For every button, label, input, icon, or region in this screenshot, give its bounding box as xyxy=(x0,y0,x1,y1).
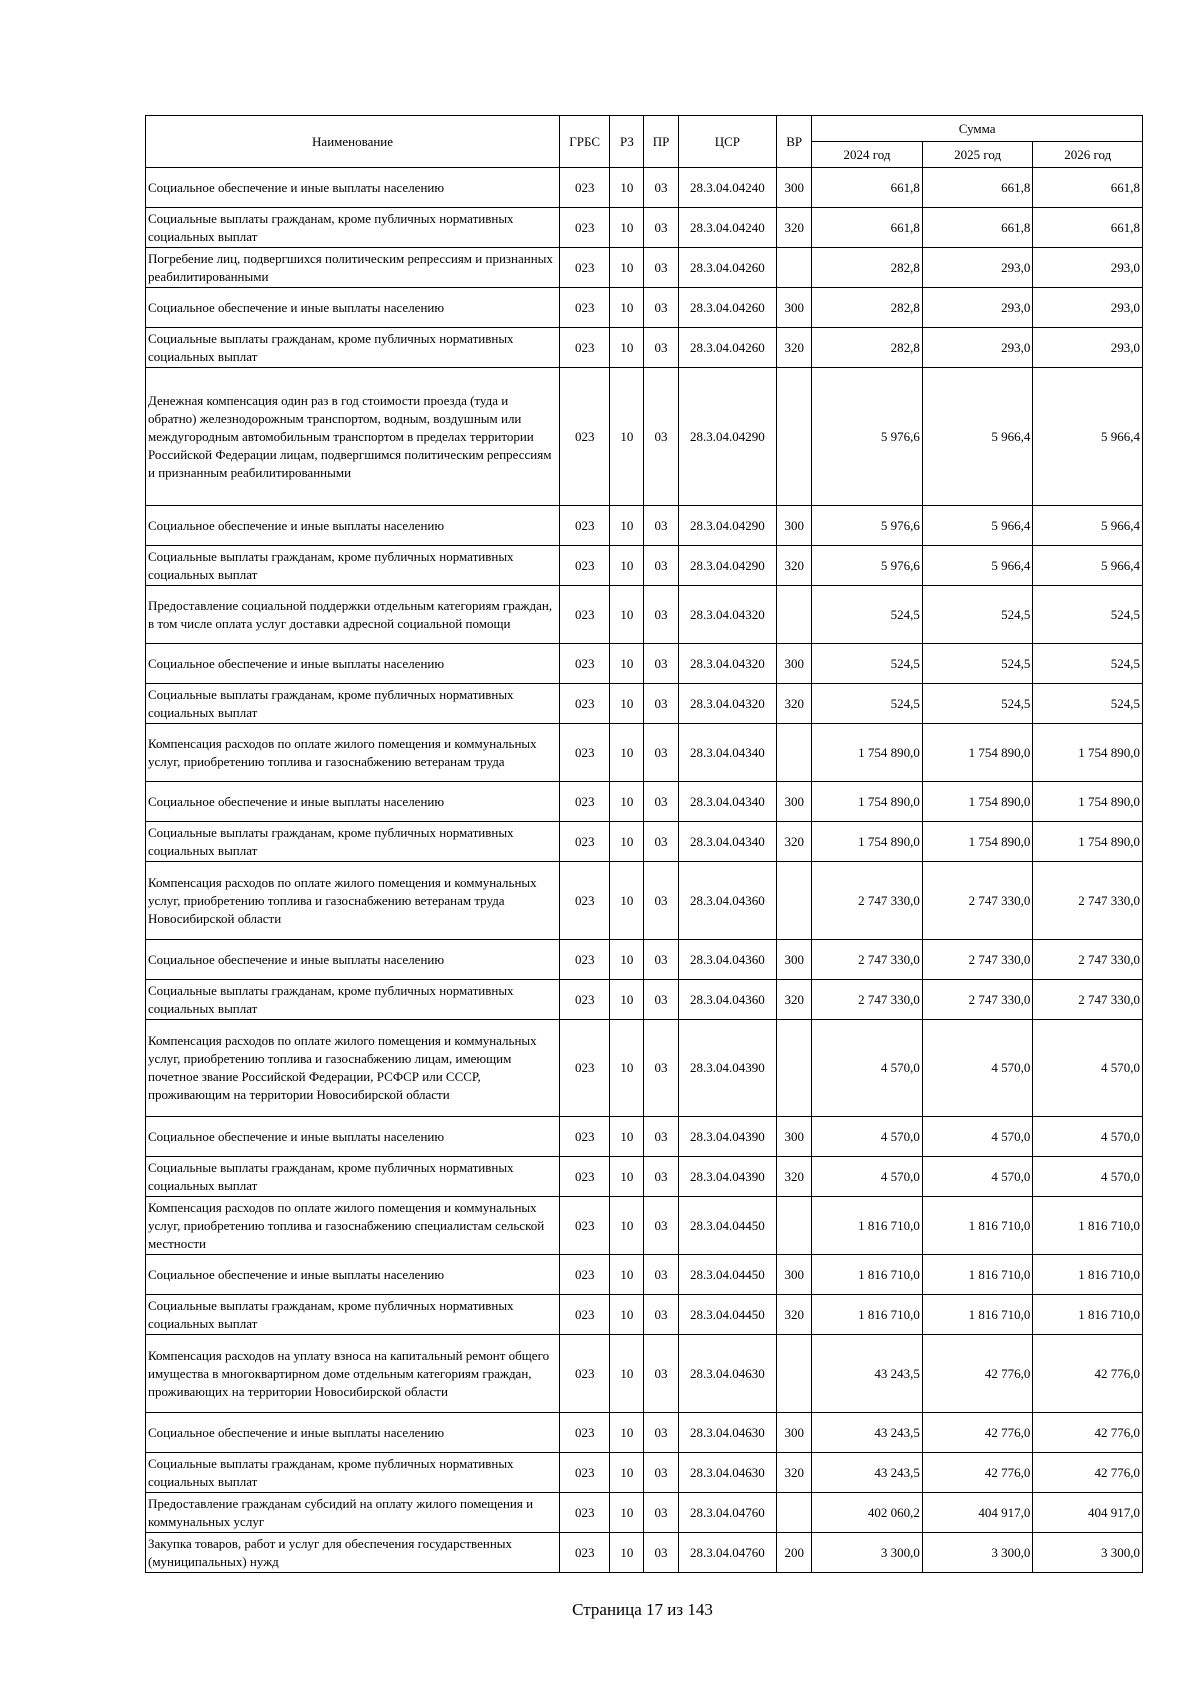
row-name: Предоставление гражданам субсидий на оплату жилого помещения и коммунальных услуг xyxy=(146,1493,560,1533)
row-rz: 10 xyxy=(610,822,644,862)
row-csr: 28.3.04.04390 xyxy=(678,1157,776,1197)
row-vr: 300 xyxy=(777,940,812,980)
table-row xyxy=(146,168,1143,208)
table-row xyxy=(146,1295,1143,1335)
row-amount-2026: 2 747 330,0 xyxy=(1033,862,1143,940)
row-amount-2026: 4 570,0 xyxy=(1033,1157,1143,1197)
table-row xyxy=(146,506,1143,546)
row-amount-2026: 1 754 890,0 xyxy=(1033,822,1143,862)
row-amount-2025: 1 754 890,0 xyxy=(922,822,1033,862)
header-year-2025: 2025 год xyxy=(922,142,1033,168)
table-row xyxy=(146,586,1143,644)
row-csr: 28.3.04.04630 xyxy=(678,1413,776,1453)
row-rz: 10 xyxy=(610,1453,644,1493)
row-pr: 03 xyxy=(644,1413,678,1453)
row-grbs: 023 xyxy=(560,368,610,506)
row-amount-2025: 293,0 xyxy=(922,288,1033,328)
row-vr xyxy=(777,724,812,782)
row-vr: 300 xyxy=(777,782,812,822)
row-grbs: 023 xyxy=(560,684,610,724)
row-name: Компенсация расходов по оплате жилого помещения и коммунальных услуг, приобретению топлива и газоснабжению ветеранам труда Новосибирской области xyxy=(146,862,560,940)
row-vr: 320 xyxy=(777,1295,812,1335)
row-amount-2024: 661,8 xyxy=(812,208,923,248)
row-rz: 10 xyxy=(610,248,644,288)
table-row xyxy=(146,940,1143,980)
row-amount-2026: 524,5 xyxy=(1033,586,1143,644)
table-row xyxy=(146,1197,1143,1255)
row-rz: 10 xyxy=(610,368,644,506)
row-grbs: 023 xyxy=(560,822,610,862)
row-amount-2026: 5 966,4 xyxy=(1033,546,1143,586)
row-csr: 28.3.04.04340 xyxy=(678,724,776,782)
row-pr: 03 xyxy=(644,288,678,328)
row-pr: 03 xyxy=(644,782,678,822)
row-vr: 300 xyxy=(777,1413,812,1453)
row-amount-2024: 1 754 890,0 xyxy=(812,724,923,782)
row-amount-2025: 2 747 330,0 xyxy=(922,980,1033,1020)
row-pr: 03 xyxy=(644,862,678,940)
row-name: Социальные выплаты гражданам, кроме публичных нормативных социальных выплат xyxy=(146,546,560,586)
row-amount-2024: 5 976,6 xyxy=(812,506,923,546)
row-amount-2026: 2 747 330,0 xyxy=(1033,940,1143,980)
row-amount-2025: 42 776,0 xyxy=(922,1413,1033,1453)
table-row xyxy=(146,644,1143,684)
row-rz: 10 xyxy=(610,1157,644,1197)
row-amount-2024: 402 060,2 xyxy=(812,1493,923,1533)
row-grbs: 023 xyxy=(560,1295,610,1335)
row-amount-2026: 1 754 890,0 xyxy=(1033,782,1143,822)
table-row xyxy=(146,1453,1143,1493)
row-name: Компенсация расходов по оплате жилого помещения и коммунальных услуг, приобретению топлива и газоснабжению лицам, имеющим почетное звание Российской Федерации, РСФСР или СССР, проживающим на территории Новосибирской области xyxy=(146,1020,560,1117)
row-csr: 28.3.04.04240 xyxy=(678,168,776,208)
row-pr: 03 xyxy=(644,1295,678,1335)
row-name: Социальное обеспечение и иные выплаты населению xyxy=(146,1413,560,1453)
row-name: Социальное обеспечение и иные выплаты населению xyxy=(146,1255,560,1295)
row-amount-2026: 5 966,4 xyxy=(1033,368,1143,506)
row-amount-2025: 4 570,0 xyxy=(922,1157,1033,1197)
header-sum: Сумма xyxy=(812,116,1143,142)
row-grbs: 023 xyxy=(560,168,610,208)
row-pr: 03 xyxy=(644,684,678,724)
row-csr: 28.3.04.04340 xyxy=(678,822,776,862)
row-grbs: 023 xyxy=(560,782,610,822)
row-vr xyxy=(777,586,812,644)
row-rz: 10 xyxy=(610,1117,644,1157)
row-amount-2024: 43 243,5 xyxy=(812,1413,923,1453)
row-name: Социальное обеспечение и иные выплаты населению xyxy=(146,288,560,328)
row-vr: 300 xyxy=(777,644,812,684)
row-amount-2025: 5 966,4 xyxy=(922,546,1033,586)
table-row xyxy=(146,1493,1143,1533)
row-rz: 10 xyxy=(610,1413,644,1453)
row-amount-2026: 1 754 890,0 xyxy=(1033,724,1143,782)
row-pr: 03 xyxy=(644,980,678,1020)
row-csr: 28.3.04.04320 xyxy=(678,644,776,684)
row-vr: 320 xyxy=(777,980,812,1020)
row-csr: 28.3.04.04290 xyxy=(678,368,776,506)
table-row xyxy=(146,822,1143,862)
row-pr: 03 xyxy=(644,328,678,368)
row-amount-2025: 42 776,0 xyxy=(922,1453,1033,1493)
row-csr: 28.3.04.04360 xyxy=(678,862,776,940)
row-pr: 03 xyxy=(644,208,678,248)
row-pr: 03 xyxy=(644,546,678,586)
row-csr: 28.3.04.04630 xyxy=(678,1453,776,1493)
row-amount-2024: 4 570,0 xyxy=(812,1157,923,1197)
row-csr: 28.3.04.04450 xyxy=(678,1197,776,1255)
row-amount-2024: 5 976,6 xyxy=(812,546,923,586)
row-vr: 320 xyxy=(777,546,812,586)
row-amount-2026: 3 300,0 xyxy=(1033,1533,1143,1573)
row-amount-2026: 1 816 710,0 xyxy=(1033,1197,1143,1255)
table-row xyxy=(146,1157,1143,1197)
row-csr: 28.3.04.04260 xyxy=(678,288,776,328)
row-rz: 10 xyxy=(610,1493,644,1533)
row-grbs: 023 xyxy=(560,208,610,248)
row-name: Компенсация расходов по оплате жилого помещения и коммунальных услуг, приобретению топлива и газоснабжению специалистам сельской местности xyxy=(146,1197,560,1255)
row-amount-2024: 1 754 890,0 xyxy=(812,822,923,862)
row-grbs: 023 xyxy=(560,644,610,684)
row-amount-2024: 1 816 710,0 xyxy=(812,1255,923,1295)
row-name: Социальные выплаты гражданам, кроме публичных нормативных социальных выплат xyxy=(146,208,560,248)
row-rz: 10 xyxy=(610,1335,644,1413)
row-csr: 28.3.04.04320 xyxy=(678,586,776,644)
row-pr: 03 xyxy=(644,506,678,546)
row-amount-2025: 524,5 xyxy=(922,586,1033,644)
row-amount-2025: 404 917,0 xyxy=(922,1493,1033,1533)
row-amount-2026: 524,5 xyxy=(1033,684,1143,724)
table-row xyxy=(146,368,1143,506)
row-vr xyxy=(777,1335,812,1413)
row-amount-2024: 3 300,0 xyxy=(812,1533,923,1573)
row-csr: 28.3.04.04240 xyxy=(678,208,776,248)
header-year-2026: 2026 год xyxy=(1033,142,1143,168)
table-row xyxy=(146,1020,1143,1117)
row-vr: 300 xyxy=(777,168,812,208)
header-grbs: ГРБС xyxy=(560,116,610,168)
row-pr: 03 xyxy=(644,940,678,980)
row-grbs: 023 xyxy=(560,1255,610,1295)
row-amount-2024: 282,8 xyxy=(812,248,923,288)
row-rz: 10 xyxy=(610,724,644,782)
row-name: Денежная компенсация один раз в год стоимости проезда (туда и обратно) железнодорожным транспортом, водным, воздушным или междугородным автомобильным транспортом в пределах территории Российской Федерации лицам, подвергшимся политическим репрессиям и признанным реабилитированными xyxy=(146,368,560,506)
table-row xyxy=(146,862,1143,940)
row-csr: 28.3.04.04320 xyxy=(678,684,776,724)
table-row xyxy=(146,980,1143,1020)
row-grbs: 023 xyxy=(560,1453,610,1493)
row-amount-2025: 2 747 330,0 xyxy=(922,940,1033,980)
row-csr: 28.3.04.04290 xyxy=(678,506,776,546)
row-amount-2024: 282,8 xyxy=(812,288,923,328)
row-amount-2025: 1 754 890,0 xyxy=(922,782,1033,822)
row-rz: 10 xyxy=(610,980,644,1020)
row-amount-2024: 524,5 xyxy=(812,684,923,724)
row-amount-2025: 4 570,0 xyxy=(922,1020,1033,1117)
row-vr: 320 xyxy=(777,684,812,724)
row-rz: 10 xyxy=(610,1020,644,1117)
table-row xyxy=(146,546,1143,586)
row-amount-2026: 2 747 330,0 xyxy=(1033,980,1143,1020)
row-grbs: 023 xyxy=(560,328,610,368)
row-pr: 03 xyxy=(644,1453,678,1493)
row-csr: 28.3.04.04260 xyxy=(678,328,776,368)
row-vr: 300 xyxy=(777,1255,812,1295)
row-vr: 320 xyxy=(777,1453,812,1493)
budget-table xyxy=(145,115,1143,1573)
row-amount-2024: 1 816 710,0 xyxy=(812,1295,923,1335)
row-grbs: 023 xyxy=(560,1533,610,1573)
row-name: Социальные выплаты гражданам, кроме публичных нормативных социальных выплат xyxy=(146,328,560,368)
row-csr: 28.3.04.04390 xyxy=(678,1020,776,1117)
row-grbs: 023 xyxy=(560,1157,610,1197)
row-name: Предоставление социальной поддержки отдельным категориям граждан, в том числе оплата услуг доставки адресной социальной помощи xyxy=(146,586,560,644)
table-row xyxy=(146,1117,1143,1157)
row-name: Социальное обеспечение и иные выплаты населению xyxy=(146,644,560,684)
table-row xyxy=(146,248,1143,288)
row-vr xyxy=(777,1493,812,1533)
table-body xyxy=(146,168,1143,1573)
row-amount-2025: 524,5 xyxy=(922,644,1033,684)
row-rz: 10 xyxy=(610,782,644,822)
row-name: Социальные выплаты гражданам, кроме публичных нормативных социальных выплат xyxy=(146,1157,560,1197)
row-csr: 28.3.04.04450 xyxy=(678,1255,776,1295)
row-rz: 10 xyxy=(610,208,644,248)
row-vr: 320 xyxy=(777,1157,812,1197)
row-amount-2025: 1 816 710,0 xyxy=(922,1255,1033,1295)
row-csr: 28.3.04.04260 xyxy=(678,248,776,288)
table-row xyxy=(146,1255,1143,1295)
row-amount-2025: 42 776,0 xyxy=(922,1335,1033,1413)
row-vr: 320 xyxy=(777,208,812,248)
row-grbs: 023 xyxy=(560,546,610,586)
row-pr: 03 xyxy=(644,1020,678,1117)
row-pr: 03 xyxy=(644,1533,678,1573)
table-row xyxy=(146,1533,1143,1573)
row-amount-2024: 524,5 xyxy=(812,644,923,684)
row-name: Социальные выплаты гражданам, кроме публичных нормативных социальных выплат xyxy=(146,1295,560,1335)
table-row xyxy=(146,288,1143,328)
row-amount-2024: 2 747 330,0 xyxy=(812,940,923,980)
row-amount-2026: 293,0 xyxy=(1033,248,1143,288)
row-amount-2025: 1 754 890,0 xyxy=(922,724,1033,782)
row-amount-2025: 1 816 710,0 xyxy=(922,1197,1033,1255)
row-csr: 28.3.04.04290 xyxy=(678,546,776,586)
row-csr: 28.3.04.04760 xyxy=(678,1533,776,1573)
row-pr: 03 xyxy=(644,1157,678,1197)
row-grbs: 023 xyxy=(560,1117,610,1157)
row-rz: 10 xyxy=(610,862,644,940)
row-grbs: 023 xyxy=(560,862,610,940)
row-name: Социальное обеспечение и иные выплаты населению xyxy=(146,940,560,980)
row-grbs: 023 xyxy=(560,1197,610,1255)
row-rz: 10 xyxy=(610,328,644,368)
row-rz: 10 xyxy=(610,506,644,546)
table-row xyxy=(146,1413,1143,1453)
row-amount-2024: 524,5 xyxy=(812,586,923,644)
row-amount-2025: 293,0 xyxy=(922,248,1033,288)
row-pr: 03 xyxy=(644,822,678,862)
table-row xyxy=(146,208,1143,248)
row-amount-2026: 1 816 710,0 xyxy=(1033,1255,1143,1295)
row-pr: 03 xyxy=(644,586,678,644)
row-rz: 10 xyxy=(610,586,644,644)
row-amount-2024: 282,8 xyxy=(812,328,923,368)
row-grbs: 023 xyxy=(560,506,610,546)
row-name: Компенсация расходов по оплате жилого помещения и коммунальных услуг, приобретению топлива и газоснабжению ветеранам труда xyxy=(146,724,560,782)
row-pr: 03 xyxy=(644,1493,678,1533)
row-amount-2025: 2 747 330,0 xyxy=(922,862,1033,940)
row-rz: 10 xyxy=(610,168,644,208)
row-grbs: 023 xyxy=(560,1335,610,1413)
table-row xyxy=(146,684,1143,724)
row-amount-2026: 661,8 xyxy=(1033,168,1143,208)
row-csr: 28.3.04.04340 xyxy=(678,782,776,822)
row-rz: 10 xyxy=(610,1295,644,1335)
row-grbs: 023 xyxy=(560,940,610,980)
row-rz: 10 xyxy=(610,1255,644,1295)
row-amount-2025: 3 300,0 xyxy=(922,1533,1033,1573)
row-rz: 10 xyxy=(610,940,644,980)
header-year-2024: 2024 год xyxy=(812,142,923,168)
table-row xyxy=(146,782,1143,822)
row-amount-2024: 4 570,0 xyxy=(812,1020,923,1117)
row-csr: 28.3.04.04630 xyxy=(678,1335,776,1413)
row-csr: 28.3.04.04450 xyxy=(678,1295,776,1335)
row-amount-2026: 404 917,0 xyxy=(1033,1493,1143,1533)
row-amount-2025: 1 816 710,0 xyxy=(922,1295,1033,1335)
header-vr: ВР xyxy=(777,116,812,168)
row-vr: 200 xyxy=(777,1533,812,1573)
row-amount-2026: 4 570,0 xyxy=(1033,1117,1143,1157)
row-vr xyxy=(777,248,812,288)
row-grbs: 023 xyxy=(560,1020,610,1117)
row-pr: 03 xyxy=(644,1255,678,1295)
row-amount-2026: 42 776,0 xyxy=(1033,1413,1143,1453)
row-grbs: 023 xyxy=(560,1493,610,1533)
header-csr: ЦСР xyxy=(678,116,776,168)
row-amount-2026: 5 966,4 xyxy=(1033,506,1143,546)
row-amount-2025: 661,8 xyxy=(922,208,1033,248)
row-vr: 320 xyxy=(777,328,812,368)
row-grbs: 023 xyxy=(560,724,610,782)
row-pr: 03 xyxy=(644,1335,678,1413)
row-csr: 28.3.04.04760 xyxy=(678,1493,776,1533)
row-amount-2026: 1 816 710,0 xyxy=(1033,1295,1143,1335)
row-csr: 28.3.04.04390 xyxy=(678,1117,776,1157)
row-amount-2024: 4 570,0 xyxy=(812,1117,923,1157)
row-rz: 10 xyxy=(610,1197,644,1255)
row-rz: 10 xyxy=(610,684,644,724)
row-name: Закупка товаров, работ и услуг для обеспечения государственных (муниципальных) нужд xyxy=(146,1533,560,1573)
row-amount-2024: 5 976,6 xyxy=(812,368,923,506)
table-row xyxy=(146,1335,1143,1413)
row-name: Компенсация расходов на уплату взноса на капитальный ремонт общего имущества в многоквартирном доме отдельным категориям граждан, проживающих на территории Новосибирской области xyxy=(146,1335,560,1413)
row-amount-2024: 1 816 710,0 xyxy=(812,1197,923,1255)
row-amount-2026: 4 570,0 xyxy=(1033,1020,1143,1117)
row-vr: 300 xyxy=(777,506,812,546)
row-name: Социальное обеспечение и иные выплаты населению xyxy=(146,1117,560,1157)
row-rz: 10 xyxy=(610,1533,644,1573)
row-amount-2024: 2 747 330,0 xyxy=(812,980,923,1020)
row-grbs: 023 xyxy=(560,980,610,1020)
table-row xyxy=(146,724,1143,782)
row-amount-2025: 293,0 xyxy=(922,328,1033,368)
row-amount-2026: 42 776,0 xyxy=(1033,1335,1143,1413)
row-vr: 320 xyxy=(777,822,812,862)
row-amount-2024: 43 243,5 xyxy=(812,1335,923,1413)
row-vr xyxy=(777,1197,812,1255)
row-vr: 300 xyxy=(777,288,812,328)
page-number: Страница 17 из 143 xyxy=(572,1600,713,1619)
row-amount-2025: 5 966,4 xyxy=(922,368,1033,506)
row-vr xyxy=(777,862,812,940)
row-name: Социальное обеспечение и иные выплаты населению xyxy=(146,782,560,822)
row-csr: 28.3.04.04360 xyxy=(678,980,776,1020)
table-row xyxy=(146,328,1143,368)
row-pr: 03 xyxy=(644,1117,678,1157)
row-vr xyxy=(777,1020,812,1117)
row-vr xyxy=(777,368,812,506)
row-grbs: 023 xyxy=(560,288,610,328)
row-name: Погребение лиц, подвергшихся политическим репрессиям и признанных реабилитированными xyxy=(146,248,560,288)
row-name: Социальное обеспечение и иные выплаты населению xyxy=(146,168,560,208)
row-amount-2025: 5 966,4 xyxy=(922,506,1033,546)
row-pr: 03 xyxy=(644,644,678,684)
row-amount-2025: 4 570,0 xyxy=(922,1117,1033,1157)
row-amount-2026: 42 776,0 xyxy=(1033,1453,1143,1493)
row-pr: 03 xyxy=(644,724,678,782)
row-name: Социальные выплаты гражданам, кроме публичных нормативных социальных выплат xyxy=(146,684,560,724)
row-amount-2026: 293,0 xyxy=(1033,328,1143,368)
row-rz: 10 xyxy=(610,644,644,684)
row-grbs: 023 xyxy=(560,1413,610,1453)
row-pr: 03 xyxy=(644,368,678,506)
row-name: Социальные выплаты гражданам, кроме публичных нормативных социальных выплат xyxy=(146,980,560,1020)
row-amount-2026: 293,0 xyxy=(1033,288,1143,328)
row-pr: 03 xyxy=(644,248,678,288)
row-pr: 03 xyxy=(644,168,678,208)
row-name: Социальные выплаты гражданам, кроме публичных нормативных социальных выплат xyxy=(146,822,560,862)
row-name: Социальное обеспечение и иные выплаты населению xyxy=(146,506,560,546)
header-rz: РЗ xyxy=(610,116,644,168)
row-amount-2024: 43 243,5 xyxy=(812,1453,923,1493)
row-csr: 28.3.04.04360 xyxy=(678,940,776,980)
row-amount-2024: 1 754 890,0 xyxy=(812,782,923,822)
row-pr: 03 xyxy=(644,1197,678,1255)
row-amount-2026: 661,8 xyxy=(1033,208,1143,248)
row-grbs: 023 xyxy=(560,586,610,644)
header-name: Наименование xyxy=(146,116,560,168)
row-amount-2025: 524,5 xyxy=(922,684,1033,724)
row-amount-2024: 2 747 330,0 xyxy=(812,862,923,940)
row-amount-2026: 524,5 xyxy=(1033,644,1143,684)
row-rz: 10 xyxy=(610,288,644,328)
header-pr: ПР xyxy=(644,116,678,168)
row-grbs: 023 xyxy=(560,248,610,288)
row-amount-2024: 661,8 xyxy=(812,168,923,208)
row-name: Социальные выплаты гражданам, кроме публичных нормативных социальных выплат xyxy=(146,1453,560,1493)
row-rz: 10 xyxy=(610,546,644,586)
row-vr: 300 xyxy=(777,1117,812,1157)
row-amount-2025: 661,8 xyxy=(922,168,1033,208)
